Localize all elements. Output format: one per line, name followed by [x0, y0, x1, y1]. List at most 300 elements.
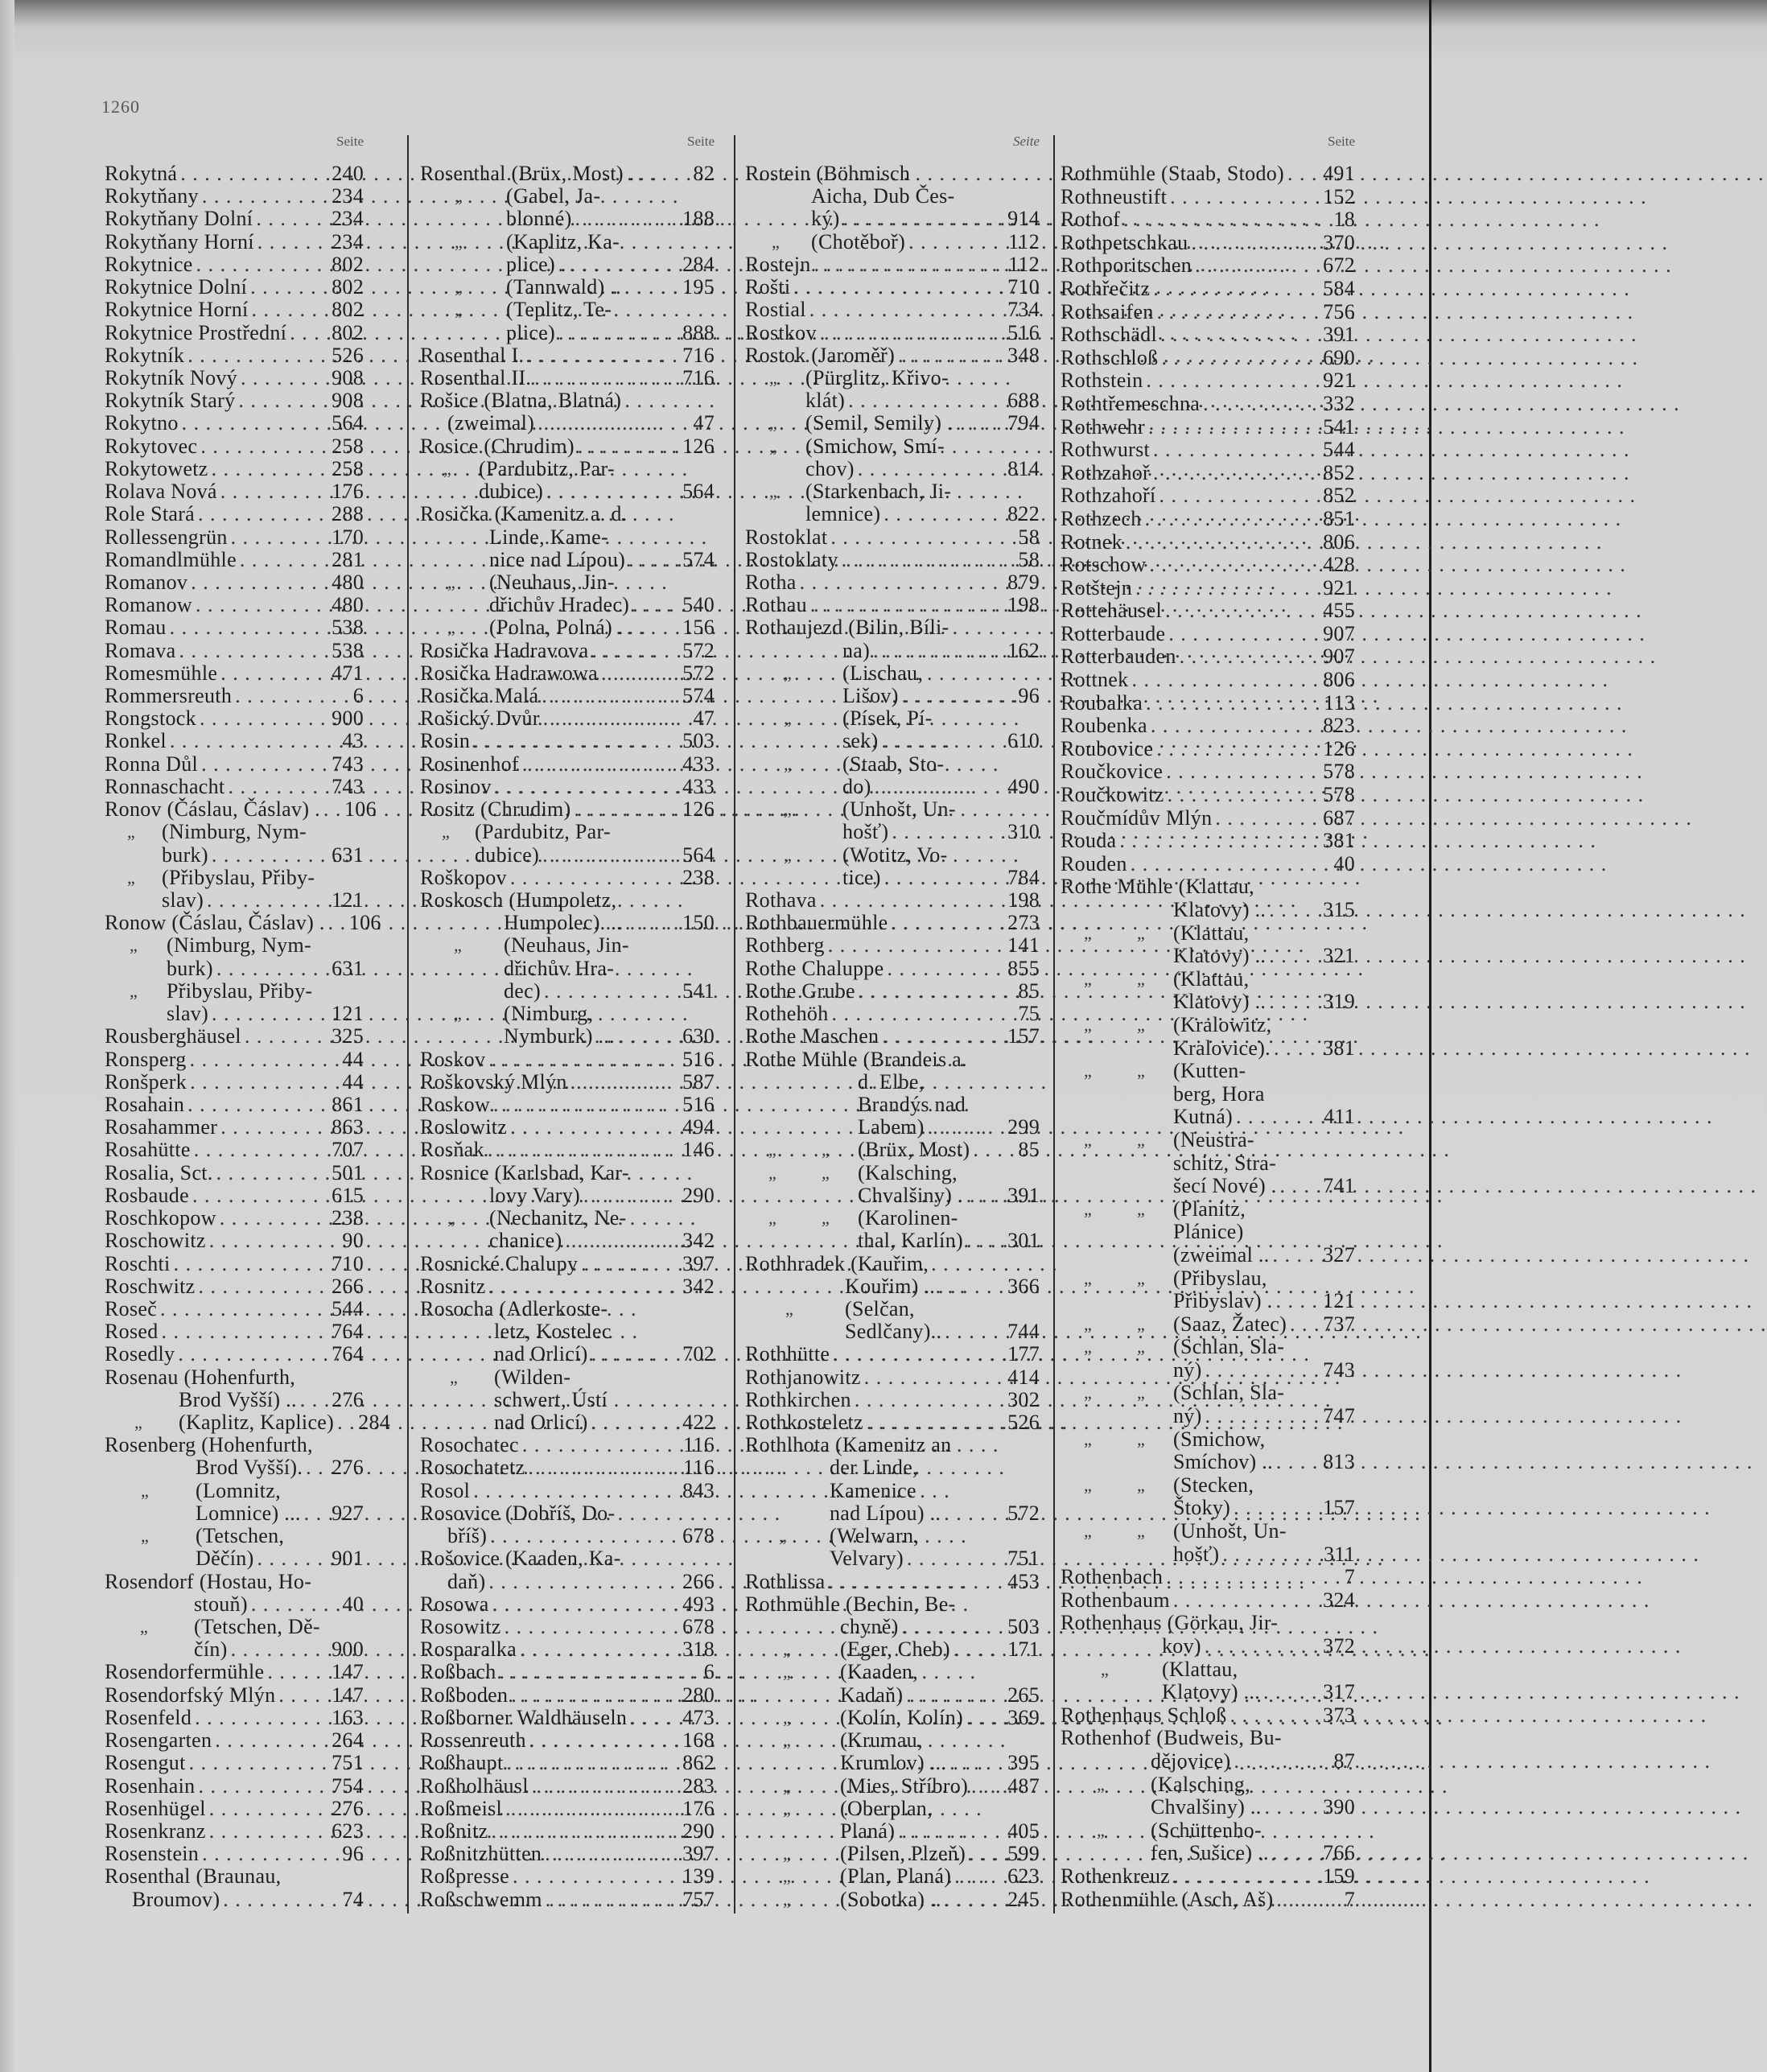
- dot-leader: [1165, 623, 1305, 645]
- page-reference: 405: [1007, 1819, 1040, 1843]
- index-line: [105, 367, 364, 389]
- index-line: [745, 435, 1040, 457]
- entry-text: (Neustra-: [1173, 1127, 1254, 1151]
- entry-text: Rollessengrün: [105, 525, 228, 549]
- dot-leader: [903, 1684, 990, 1706]
- index-line: [105, 1343, 364, 1365]
- index-line: [105, 231, 364, 253]
- index-line: [745, 934, 1040, 956]
- entry-text: Rothhradek (Kauřim,: [745, 1251, 929, 1275]
- index-line: [1061, 715, 1355, 736]
- entry-text: Roschwitz: [105, 1274, 196, 1298]
- entry-text: Rosenthal (Brüx, Most) .: [420, 162, 635, 185]
- dot-leader: [941, 1502, 990, 1524]
- page-reference: 195: [682, 275, 715, 299]
- dot-leader: [1287, 1313, 1305, 1335]
- index-line: [745, 1025, 1040, 1047]
- page-reference: 141: [1007, 933, 1040, 958]
- index-line: [1061, 1267, 1355, 1289]
- entry-text: Rosnické Chalupy: [420, 1251, 579, 1275]
- ditto-mark: „: [1137, 968, 1146, 989]
- entry-text: na): [842, 638, 871, 662]
- entry-text: dubice): [475, 842, 540, 867]
- index-rows: [1061, 163, 1355, 1910]
- dot-leader: [492, 776, 665, 797]
- page-reference: 843: [682, 1478, 715, 1502]
- index-line: [420, 1616, 715, 1637]
- index-line: [745, 844, 1040, 866]
- page-reference: 623: [332, 1819, 364, 1843]
- index-line: [420, 253, 715, 275]
- page-reference: 710: [1007, 275, 1040, 299]
- ditto-mark: „: [455, 186, 463, 207]
- ditto-mark: „: [769, 481, 778, 502]
- dot-leader: [232, 685, 314, 706]
- dot-leader: [249, 299, 314, 320]
- index-line: [1061, 1083, 1355, 1105]
- index-line: [105, 1162, 364, 1184]
- dot-leader: [968, 1775, 990, 1797]
- page-reference: 756: [1323, 299, 1355, 323]
- index-line: [745, 867, 1040, 888]
- index-line: [420, 1184, 715, 1206]
- entry-text: dřichův Hra-: [504, 956, 615, 980]
- entry-text: ný): [1173, 1357, 1202, 1382]
- entry-text: letz, Kostelec: [494, 1320, 612, 1344]
- dot-leader: [206, 1230, 314, 1251]
- index-line: [420, 640, 715, 661]
- entry-text: nice nad Lípou): [489, 547, 626, 571]
- entry-text: Kutná): [1173, 1105, 1233, 1129]
- entry-text: čín): [194, 1637, 228, 1662]
- page-reference: 574: [682, 547, 715, 571]
- page-reference: 852: [1323, 460, 1355, 484]
- entry-text: Rothhütte: [745, 1342, 830, 1366]
- dot-leader: [1170, 1865, 1305, 1887]
- entry-text: Děčín): [196, 1547, 254, 1571]
- page-reference: 751: [332, 1751, 364, 1775]
- index-line: [105, 753, 364, 775]
- dot-leader: [1116, 830, 1305, 851]
- dot-leader: [264, 1661, 314, 1683]
- index-line: [420, 435, 715, 457]
- dot-leader: [566, 253, 665, 275]
- index-line: [105, 867, 364, 888]
- dot-leader: [1162, 599, 1305, 621]
- ditto-mark: „: [447, 571, 456, 592]
- page-reference: 734: [1007, 298, 1040, 322]
- entry-text: Rotha: [745, 570, 797, 594]
- entry-text: Rokytno: [105, 411, 179, 435]
- index-line: [105, 911, 381, 935]
- index-line: [105, 571, 364, 593]
- dot-leader: [1142, 508, 1305, 529]
- dot-leader: [1176, 645, 1305, 667]
- ditto-mark: „: [140, 1617, 149, 1637]
- entry-text: Rothkirchen: [745, 1387, 851, 1411]
- index-line: [105, 185, 364, 207]
- page-reference: 802: [332, 320, 364, 344]
- index-line: [420, 594, 715, 616]
- index-line: [1061, 301, 1355, 323]
- dot-leader: [851, 1389, 990, 1411]
- entry-text: (Kaplitz, Ka-: [506, 229, 620, 253]
- dot-leader: [941, 1320, 990, 1342]
- entry-text: (Brüx, Most): [858, 1138, 970, 1162]
- index-line: [745, 1048, 1040, 1070]
- entry-text: (Smichow,: [1173, 1427, 1266, 1451]
- entry-text: Rothwehr: [1061, 414, 1145, 439]
- index-line: [105, 1752, 364, 1773]
- index-line: [745, 458, 1040, 480]
- page-reference: 310: [1007, 820, 1040, 844]
- page-reference: 342: [682, 1274, 715, 1298]
- index-line: [420, 163, 715, 184]
- ditto-mark: „: [784, 753, 793, 774]
- index-line: [420, 1661, 715, 1683]
- index-line: [745, 1661, 1040, 1683]
- index-line: [105, 730, 364, 752]
- entry-text: Rothe Mühle (Klattau,: [1061, 875, 1254, 899]
- page-reference: 888: [682, 320, 715, 344]
- ditto-mark: „: [1137, 1474, 1146, 1495]
- index-line: [1061, 1106, 1355, 1127]
- entry-text: (Semil, Semily) .: [805, 411, 953, 435]
- page-reference: 302: [1007, 1387, 1040, 1411]
- dot-leader: [220, 1889, 314, 1910]
- dot-leader: [470, 1480, 665, 1501]
- index-line: [745, 1116, 1040, 1138]
- entry-text: Brod Vyšší) ..: [179, 1387, 297, 1411]
- index-line: [1061, 484, 1355, 506]
- index-line: [105, 1571, 364, 1592]
- index-line: [420, 299, 715, 320]
- page-reference: 813: [1323, 1450, 1355, 1474]
- dot-leader: [538, 685, 665, 706]
- page-reference: 373: [1323, 1703, 1355, 1727]
- dot-leader: [487, 1525, 665, 1547]
- page-reference: 716: [682, 365, 715, 389]
- page-reference: 325: [332, 1024, 364, 1048]
- dot-leader: [213, 958, 314, 979]
- index-line: [420, 889, 715, 911]
- index-line: [420, 1456, 715, 1478]
- page-reference: 757: [682, 1887, 715, 1911]
- ditto-mark: „: [1137, 1198, 1146, 1219]
- page-reference: 823: [1323, 714, 1355, 738]
- page-reference: 280: [682, 1683, 715, 1707]
- index-line: [1061, 1060, 1355, 1081]
- index-line: [745, 1729, 1040, 1751]
- entry-text: Linde, Kame-: [489, 525, 608, 549]
- page-reference: 862: [682, 1751, 715, 1775]
- entry-text: Rosengut: [105, 1751, 186, 1775]
- ditto-mark: „: [454, 935, 463, 956]
- entry-text: (Unhošt, Un-: [1173, 1519, 1287, 1543]
- index-line: [1061, 1750, 1355, 1772]
- ditto-mark: „: [768, 1162, 777, 1183]
- entry-text: slav): [162, 888, 204, 912]
- index-line: [105, 1889, 364, 1910]
- page-reference: 572: [682, 661, 715, 685]
- dot-leader: [627, 1707, 665, 1728]
- page-reference: 301: [1007, 1229, 1040, 1253]
- entry-text: Rothřečitz: [1061, 276, 1151, 300]
- ditto-mark: „: [1097, 1819, 1106, 1840]
- entry-text: thal, Karlín): [858, 1229, 963, 1253]
- index-line: [420, 616, 715, 638]
- dot-leader: [247, 276, 314, 298]
- index-line: [745, 1525, 1040, 1547]
- dot-leader: [817, 322, 990, 344]
- page-reference: 146: [682, 1138, 715, 1162]
- entry-text: (Pardubitz, Par-: [475, 820, 611, 844]
- entry-text: Rokytná: [105, 162, 178, 185]
- index-line: [420, 958, 715, 979]
- entry-text: bříš): [447, 1524, 488, 1548]
- dot-leader: [899, 685, 990, 706]
- index-line: [1061, 1405, 1355, 1427]
- dot-leader: [1128, 669, 1305, 690]
- entry-text: Roschti: [105, 1251, 171, 1275]
- page-reference: 332: [1323, 391, 1355, 415]
- ditto-mark: „: [784, 844, 793, 865]
- dot-leader: [588, 640, 665, 661]
- entry-text: Rosinov: [420, 774, 492, 798]
- entry-text: Rokytnice Dolní: [105, 275, 248, 299]
- ditto-mark: „: [1097, 1773, 1106, 1794]
- page-reference: 861: [332, 1092, 364, 1116]
- ditto-mark: „: [1137, 1337, 1146, 1357]
- index-line: [1061, 1221, 1355, 1242]
- entry-text: Aicha, Dub Čes-: [811, 184, 955, 208]
- page-reference: 414: [1007, 1365, 1040, 1389]
- index-line: [745, 1184, 1040, 1206]
- dot-leader: [208, 1003, 314, 1024]
- page-reference: 121: [1323, 1289, 1355, 1313]
- index-line: [420, 1048, 715, 1070]
- index-line: [1061, 669, 1355, 690]
- index-line: [105, 1661, 364, 1683]
- index-line: [745, 889, 1040, 911]
- page-reference: 171: [1007, 1637, 1040, 1662]
- dot-leader: [555, 322, 665, 344]
- page-reference: 516: [1007, 320, 1040, 344]
- page-reference: 234: [332, 207, 364, 231]
- index-line: [105, 322, 364, 344]
- dot-leader: [963, 1707, 990, 1728]
- dot-leader: [488, 1820, 665, 1842]
- index-line: [105, 163, 364, 184]
- entry-text: Roßmeisl: [420, 1796, 503, 1820]
- ditto-mark: „: [769, 435, 778, 456]
- index-line: [105, 1389, 364, 1411]
- index-line: [745, 1139, 1040, 1160]
- index-line: [105, 276, 364, 298]
- dot-leader: [863, 1411, 990, 1433]
- index-line: [745, 1798, 1040, 1819]
- index-line: [420, 1366, 715, 1388]
- entry-text: Rothof: [1061, 208, 1121, 232]
- entry-text: Rosice (Chrudim): [420, 434, 575, 458]
- page-reference: 315: [1323, 898, 1355, 921]
- index-line: [745, 1207, 1040, 1229]
- entry-text: (Kolín, Kolín): [840, 1705, 963, 1729]
- entry-text: Ronkel: [105, 729, 167, 753]
- dot-leader: [186, 1752, 314, 1773]
- entry-text: Rothe Chaluppe: [745, 956, 884, 980]
- page-reference: 150: [682, 911, 715, 935]
- entry-text: Rothenhaus (Görkau, Jir-: [1061, 1611, 1279, 1635]
- page-reference: 710: [332, 1251, 364, 1275]
- dot-leader: [253, 208, 314, 229]
- page-reference: 390: [1323, 1795, 1355, 1819]
- dot-leader: [195, 1275, 314, 1297]
- dot-leader: [1272, 1290, 1305, 1312]
- ditto-mark: „: [127, 822, 136, 842]
- dot-leader: [216, 1207, 314, 1229]
- entry-text: (Klattau,: [1173, 966, 1250, 991]
- dot-leader: [879, 1025, 990, 1047]
- entry-text: Rothzech: [1061, 506, 1142, 530]
- dot-leader: [531, 367, 665, 389]
- entry-text: (Nimburg, Nym-: [167, 933, 311, 958]
- page-reference: 572: [682, 638, 715, 662]
- entry-text: Ronna Důl: [105, 752, 199, 776]
- entry-text: (Přibyslau,: [1173, 1266, 1267, 1290]
- page-reference: 422: [682, 1411, 715, 1435]
- entry-text: Roslowitz: [420, 1115, 508, 1139]
- page-reference: 152: [1323, 184, 1355, 208]
- index-line: [745, 798, 1040, 820]
- page-reference: 503: [682, 729, 715, 753]
- page-reference: 369: [1007, 1705, 1040, 1729]
- dot-leader: [334, 1411, 340, 1433]
- dot-leader: [861, 1366, 990, 1388]
- index-line: [745, 1593, 1040, 1615]
- entry-text: (Nimburg,: [504, 1002, 594, 1026]
- page-reference: 370: [1323, 230, 1355, 254]
- page-reference: 855: [1007, 956, 1040, 980]
- entry-text: Rostkov: [745, 320, 817, 344]
- entry-text: (Schlan, Sla-: [1173, 1335, 1285, 1359]
- page-reference: 238: [682, 865, 715, 889]
- dot-leader: [167, 616, 314, 638]
- entry-text: hošť): [1173, 1542, 1220, 1566]
- dot-leader: [580, 1184, 665, 1206]
- index-line: [1061, 1336, 1355, 1357]
- index-line: [105, 299, 364, 320]
- page-reference: 631: [332, 842, 364, 867]
- entry-text: Rosowa: [420, 1592, 489, 1616]
- index-line: [1061, 1037, 1355, 1059]
- page-reference: 688: [1007, 389, 1040, 413]
- dot-leader: [1266, 991, 1305, 1012]
- index-line: [105, 1116, 364, 1138]
- entry-text: Rošovice (Kaaden, Ka-: [420, 1547, 621, 1571]
- index-line: [420, 1320, 715, 1342]
- entry-text: Rothlhota (Kamenitz an: [745, 1433, 952, 1457]
- entry-text: Rothzahoř: [1061, 460, 1151, 484]
- index-line: [420, 458, 715, 480]
- page-reference: 90: [342, 1229, 364, 1253]
- index-line: [745, 412, 1040, 434]
- dot-leader: [320, 798, 327, 820]
- index-rows: [420, 163, 715, 1910]
- entry-text: Rothporitschen: [1061, 253, 1192, 278]
- index-line: [1061, 531, 1355, 553]
- index-line: [1061, 347, 1355, 369]
- page-reference: 615: [332, 1183, 364, 1207]
- entry-text: (Planitz,: [1173, 1197, 1246, 1221]
- index-line: [420, 1775, 715, 1797]
- index-line: [1061, 1612, 1355, 1633]
- index-line: [420, 1434, 715, 1456]
- index-line: [1061, 830, 1355, 851]
- page-reference: 503: [1007, 1615, 1040, 1638]
- entry-text: Rokytovec: [105, 434, 198, 458]
- index-line: [1061, 1889, 1355, 1910]
- index-line: [105, 1253, 364, 1275]
- column-divider: [734, 135, 735, 1913]
- entry-text: Rothstein: [1061, 369, 1143, 393]
- entry-text: Rosol: [420, 1478, 471, 1502]
- index-line: [1061, 853, 1355, 875]
- index-line: [105, 1502, 364, 1524]
- index-line: [745, 185, 1040, 207]
- page-reference: 7: [1344, 1565, 1355, 1589]
- index-line: [745, 1843, 1040, 1864]
- entry-text: (Starkenbach, Ji-: [805, 480, 952, 504]
- dot-leader: [1163, 760, 1305, 782]
- ditto-mark: „: [1084, 968, 1093, 989]
- dot-leader: [540, 707, 665, 729]
- entry-text: schitz, Stra-: [1173, 1151, 1277, 1175]
- index-line: [420, 980, 715, 1002]
- dot-leader: [542, 1843, 665, 1864]
- entry-text: Rothkosteletz: [745, 1411, 863, 1435]
- index-line: [420, 1275, 715, 1297]
- entry-text: Rothlissa: [745, 1569, 826, 1593]
- entry-text: Plánice): [1173, 1220, 1244, 1244]
- page-reference: 743: [332, 752, 364, 776]
- ditto-mark: „: [822, 1139, 830, 1160]
- page-reference: 678: [682, 1524, 715, 1548]
- index-line: [745, 344, 1040, 366]
- index-line: [105, 1298, 364, 1320]
- dot-leader: [1120, 208, 1305, 230]
- page-reference: 494: [682, 1115, 715, 1139]
- page-reference: 319: [1323, 990, 1355, 1014]
- index-line: [105, 1525, 364, 1547]
- page-reference: 487: [1007, 1773, 1040, 1798]
- entry-text: (Klattau,: [1162, 1657, 1238, 1681]
- dot-leader: [195, 503, 314, 525]
- dot-leader: [1143, 692, 1305, 714]
- dot-leader: [941, 1889, 990, 1910]
- entry-text: Rousberghäusel: [105, 1024, 241, 1048]
- dot-leader: [167, 730, 314, 752]
- page-reference: 299: [1007, 1115, 1040, 1139]
- scan-edge-left: [0, 0, 14, 2072]
- entry-text: Rosenau (Hohenfurth,: [105, 1365, 296, 1389]
- entry-text: Rošický Dvůr: [420, 706, 540, 731]
- entry-text: (Tannwald) ..: [506, 275, 621, 299]
- dot-leader: [838, 549, 990, 571]
- index-line: [420, 1411, 715, 1433]
- entry-text: Rotschow: [1061, 553, 1147, 577]
- ditto-mark: „: [779, 1526, 788, 1547]
